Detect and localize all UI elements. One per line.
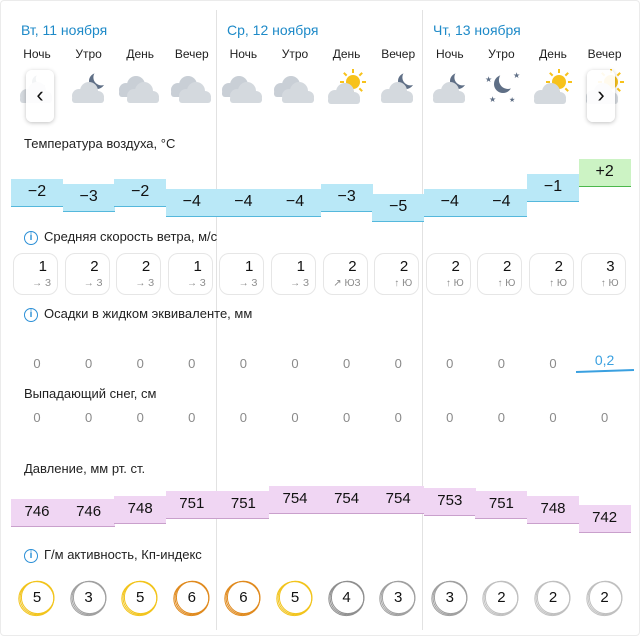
pressure-value: 753	[437, 491, 463, 509]
clear-night-stars-icon	[479, 68, 523, 108]
period-label: Вечер	[174, 47, 209, 61]
wind-label: Средняя скорость ветра, м/с	[44, 229, 218, 244]
snow-value: 0	[342, 410, 351, 425]
wind-card	[116, 253, 161, 295]
snow-value: 0	[497, 410, 505, 425]
period-label: Вечер	[381, 47, 416, 61]
wind-direction: → З	[83, 278, 103, 289]
wind-card	[323, 253, 368, 295]
snow-value: 0	[549, 410, 557, 425]
pressure-value: 751	[230, 494, 256, 512]
kp-value: 5	[136, 589, 145, 606]
partly-cloudy-night-icon	[428, 68, 472, 108]
wind-card	[168, 253, 213, 295]
day-header: Чт, 13 ноября	[433, 22, 521, 38]
period-label: Ночь	[23, 47, 51, 61]
pressure-value: 746	[24, 502, 50, 520]
wind-card	[219, 253, 264, 295]
snow-value: 0	[33, 410, 41, 425]
wind-card	[374, 253, 419, 295]
wind-speed: 1	[296, 258, 305, 275]
snow-label: Выпадающий снег, см	[24, 386, 157, 401]
temperature-value: −4	[492, 193, 511, 210]
kp-index-badge	[69, 578, 109, 618]
snow-value: 0	[188, 410, 196, 425]
wind-card	[65, 253, 110, 295]
temperature-value: −2	[131, 183, 150, 200]
wind-direction: ↑ Ю	[445, 278, 464, 289]
kp-index-badge	[430, 578, 470, 618]
wind-speed: 2	[399, 258, 409, 275]
wind-card	[271, 253, 316, 295]
wind-direction: → З	[290, 278, 309, 289]
kp-value: 5	[290, 589, 300, 606]
period-label: День	[539, 47, 567, 61]
precip-value: 0	[549, 356, 557, 371]
precip-value: 0	[342, 356, 351, 371]
temperature-value: −4	[234, 193, 253, 210]
kp-index-badge	[223, 578, 263, 618]
wind-direction: ↑ Ю	[394, 278, 413, 289]
svg-text:★: ★	[513, 71, 521, 80]
snow-value: 0	[84, 410, 93, 425]
partly-cloudy-night-icon	[67, 68, 111, 108]
wind-speed: 2	[554, 258, 563, 275]
chevron-right-icon: ›	[597, 82, 605, 107]
chevron-left-icon: ‹	[36, 82, 44, 107]
wind-card	[581, 253, 626, 295]
kp-index-badge	[275, 578, 315, 618]
wind-direction: → З	[32, 278, 51, 289]
period-label: Ночь	[436, 47, 464, 61]
kp-index-badge	[585, 578, 625, 618]
kp-value: 6	[187, 589, 196, 606]
scroll-right-button[interactable]	[587, 70, 615, 122]
wind-speed: 2	[451, 258, 460, 275]
kp-index-badge	[120, 578, 160, 618]
day-separator	[422, 10, 423, 630]
temperature-label: Температура воздуха, °C	[24, 136, 176, 151]
wind-direction: ↑ Ю	[497, 278, 516, 289]
wind-speed: 1	[245, 258, 254, 275]
wind-direction: → З	[135, 278, 155, 289]
pressure-value: 748	[540, 499, 566, 517]
kp-value: 5	[32, 589, 42, 606]
kp-value: 3	[445, 589, 454, 606]
cloudy-icon	[118, 68, 162, 108]
wind-speed: 2	[141, 258, 151, 275]
snow-value: 0	[394, 410, 402, 425]
precip-value: 0	[84, 356, 93, 371]
kp-index-badge	[481, 578, 521, 618]
snow-value: 0	[136, 410, 144, 425]
pressure-value: 751	[488, 494, 514, 512]
wind-speed: 3	[606, 258, 615, 275]
partly-cloudy-day-icon	[325, 68, 369, 108]
wind-info-icon[interactable]: i	[24, 231, 38, 245]
temperature-value: −2	[27, 183, 47, 200]
pressure-value: 748	[127, 499, 153, 517]
wind-card	[13, 253, 58, 295]
cloudy-icon	[170, 68, 214, 108]
period-label: Утро	[488, 47, 515, 61]
period-label: Утро	[281, 47, 309, 61]
wind-speed: 2	[348, 258, 357, 275]
precip-value: 0	[446, 356, 454, 371]
period-label: Вечер	[587, 47, 622, 61]
period-label: День	[126, 47, 155, 61]
svg-text:★: ★	[489, 95, 497, 104]
precip-value: 0	[394, 356, 402, 371]
kp-value: 2	[600, 589, 609, 606]
precip-value: 0	[188, 356, 196, 371]
wind-card	[477, 253, 522, 295]
geomagnetic-label: Г/м активность, Кп-индекс	[44, 547, 202, 562]
wind-speed: 1	[38, 258, 47, 275]
wind-card	[426, 253, 471, 295]
temperature-value: −4	[182, 193, 201, 210]
pressure-value: 742	[592, 509, 618, 527]
svg-text:★: ★	[509, 97, 516, 104]
period-label: День	[332, 47, 361, 61]
cloudy-icon	[221, 68, 265, 108]
kp-value: 6	[239, 589, 248, 606]
wind-direction: ↑ Ю	[600, 278, 619, 289]
cloudy-icon	[273, 68, 317, 108]
wind-direction: → З	[186, 278, 206, 289]
kp-value: 2	[548, 589, 558, 606]
temperature-value: +2	[595, 163, 614, 180]
precip-value: 0	[291, 356, 299, 371]
snow-value: 0	[291, 410, 299, 425]
pressure-label: Давление, мм рт. ст.	[24, 461, 146, 476]
precip-label: Осадки в жидком эквиваленте, мм	[44, 306, 253, 321]
kp-value: 3	[394, 589, 403, 606]
snow-value: 0	[239, 410, 247, 425]
snow-value: 0	[446, 410, 454, 425]
temperature-value: −3	[337, 188, 356, 205]
wind-card	[529, 253, 574, 295]
pressure-value: 754	[334, 490, 360, 507]
period-label: Утро	[75, 47, 102, 61]
temperature-value: −3	[79, 188, 98, 205]
precip-value: 0	[239, 356, 247, 371]
day-header: Вт, 11 ноября	[21, 22, 108, 38]
geomagnetic-info-icon[interactable]: i	[24, 549, 38, 563]
precip-info-icon[interactable]: i	[24, 308, 38, 322]
partly-cloudy-night-icon	[376, 68, 420, 108]
period-label: Ночь	[229, 47, 258, 61]
pressure-value: 746	[76, 502, 102, 520]
wind-direction: ↑ Ю	[549, 278, 567, 289]
temperature-value: −4	[440, 193, 459, 210]
wind-direction: → З	[238, 278, 258, 289]
pressure-value: 751	[179, 494, 205, 512]
scroll-left-button[interactable]	[26, 70, 54, 122]
kp-index-badge	[17, 578, 57, 618]
kp-value: 2	[497, 589, 506, 606]
kp-index-badge	[327, 578, 367, 618]
pressure-value: 754	[282, 490, 308, 507]
temperature-value: −1	[543, 178, 563, 195]
temperature-value: −4	[285, 193, 305, 210]
wind-speed: 1	[193, 258, 202, 275]
snow-value: 0	[600, 410, 609, 425]
kp-index-badge	[378, 578, 418, 618]
kp-value: 3	[84, 589, 93, 606]
precip-value: 0	[497, 356, 505, 371]
day-header: Ср, 12 ноября	[227, 22, 319, 38]
pressure-value: 754	[385, 490, 411, 507]
kp-index-badge	[533, 578, 573, 618]
kp-index-badge	[172, 578, 212, 618]
kp-value: 4	[342, 589, 351, 606]
wind-direction: ↗ ЮЗ	[333, 278, 361, 289]
wind-speed: 2	[503, 258, 512, 275]
wind-speed: 2	[90, 258, 99, 275]
precip-value: 0	[33, 356, 41, 371]
svg-text:★: ★	[485, 75, 493, 84]
temperature-value: −5	[389, 198, 408, 215]
precip-value: 0	[136, 356, 144, 371]
partly-cloudy-day-icon	[531, 68, 575, 108]
precip-value: 0,2	[594, 352, 615, 368]
